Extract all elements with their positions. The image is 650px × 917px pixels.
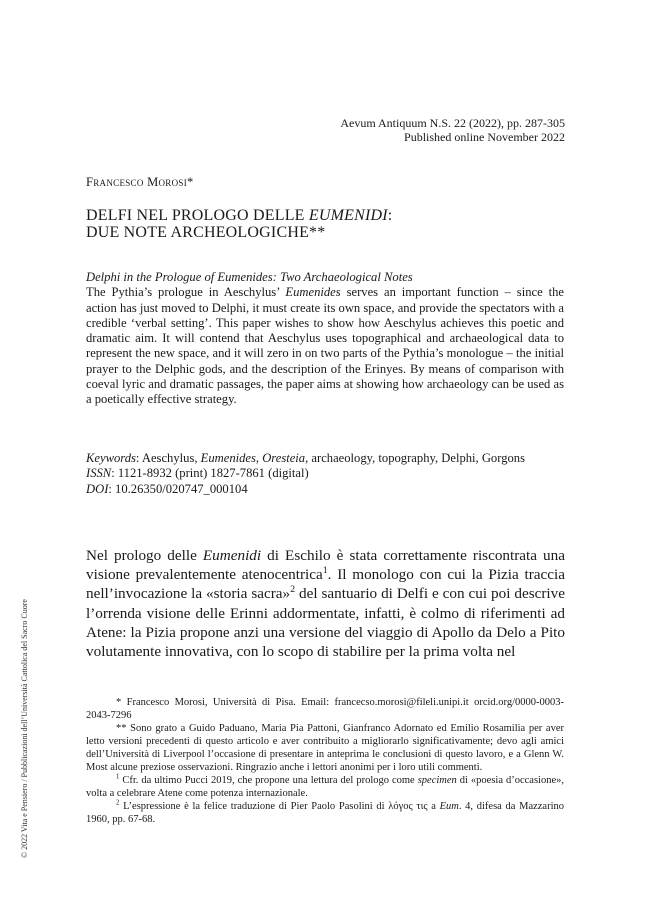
title-line-1	[86, 207, 566, 224]
abstract-text-a: The Pythia’s prologue in Aeschylus’	[86, 285, 286, 300]
keywords-label: Keywords	[86, 451, 136, 465]
title-italic: EUMENIDI	[308, 207, 388, 224]
publication-date: Published online November 2022	[404, 130, 565, 144]
footnote-ref-2: 2	[290, 584, 296, 596]
footnote-1	[86, 774, 564, 800]
body-text-2: di Eschilo è stata correttamente riscontrata una visione prevalentemente atenocentrica	[86, 547, 565, 584]
footnote-2-text-b: . 4, difesa da Mazzarino 1960, pp. 67-68.	[86, 801, 565, 825]
metadata-block	[86, 451, 564, 497]
body-italic: Eumenidi	[202, 547, 262, 564]
doi-label: DOI	[86, 481, 109, 496]
footnotes	[86, 696, 564, 826]
keywords-line	[86, 451, 564, 466]
footnote-1-text-a: Cfr. da ultimo Pucci 2019, che propone una lettura del prologo come	[119, 775, 418, 786]
keywords-rest: , archaeology, topography, Delphi, Gorgons	[305, 451, 525, 465]
article-title	[86, 207, 566, 241]
doi-value: : 10.26350/020747_000104	[108, 481, 248, 496]
title-text: DELFI NEL PROLOGO DELLE	[86, 207, 309, 224]
footnote-2	[86, 800, 564, 826]
keyword-oresteia: Oresteia	[262, 451, 306, 465]
doi-line	[86, 482, 564, 497]
footnote-2-italic: Eum	[439, 801, 459, 812]
footnote-author: * Francesco Morosi, Università di Pisa. Email: francecso.morosi@fileli.unipi.it orcid.org/0000-0003-2043-7296	[86, 697, 564, 721]
issn-label: ISSN	[86, 466, 112, 481]
footnote-2-text-a: L’espressione è la felice traduzione di Pier Paolo Pasolini di λόγος τις a	[119, 801, 440, 812]
abstract-text	[86, 285, 564, 406]
footnote-2-number: 2	[116, 799, 120, 807]
keywords-sep-1: : Aeschylus,	[135, 451, 201, 465]
body-paragraph	[86, 546, 565, 661]
journal-citation: Aevum Antiquum N.S. 22 (2022), pp. 287-305	[340, 116, 565, 130]
footnote-thanks: ** Sono grato a Guido Paduano, Maria Pia Pattoni, Gianfranco Adornato ed Emilio Rosamilia per aver letto versioni precedenti di questo articolo e aver contribuito a migliorarlo significativamente; devo agli amici dell’Università di Liverpool l’occasione di presentare in anteprima le conclusioni di questo lavoro, e a Glenn W. Most alcune preziose osservazioni. Ringrazio anche i lettori anonimi per i loro utili commenti.	[86, 723, 564, 773]
abstract-italic: Eumenides	[285, 285, 341, 300]
keyword-eumenides: Eumenides	[200, 451, 256, 465]
footnote-ref-1: 1	[322, 565, 328, 577]
issn-value: : 1121-8932 (print) 1827-7861 (digital)	[111, 466, 309, 481]
footnote-1-text-b: di «poesia d’occasione», volta a celebrare Atene come potenza internazionale.	[86, 775, 564, 799]
journal-header	[340, 116, 565, 144]
footnote-1-number: 1	[116, 773, 120, 781]
keywords-sep-2: ,	[255, 451, 263, 465]
abstract-text-b: serves an important function – since the action has just moved to Delphi, it must create its own space, and provide the spectators with a credible ‘verbal setting’. This paper wishes to show how Aeschylus achieves this poetic and dramatic aim. It will contend that Aeschylus uses topographical and archaeological data to represent the new space, and it will zero in on two parts of the Pythia’s monologue – the initial prayer to the Delphic gods, and the description of the Erinyes. By means of comparison with coeval lyric and dramatic passages, the paper aims at showing how archaeology can be used as a poetically effective strategy.	[86, 285, 564, 407]
english-title: Delphi in the Prologue of Eumenides: Two Archaeological Notes	[86, 270, 413, 284]
copyright-sidebar: © 2022 Vita e Pensiero / Pubblicazioni dell’Università Cattolica del Sacro Cuore	[20, 599, 29, 858]
body-text-3: . Il monologo con cui la Pizia traccia nell’invocazione la «storia sacra»	[86, 566, 565, 603]
abstract	[86, 270, 564, 408]
title-line-2: DUE NOTE ARCHEOLOGICHE**	[86, 224, 326, 241]
issn-line	[86, 466, 564, 481]
author-name: Francesco Morosi*	[86, 175, 194, 189]
footnote-1-italic: specimen	[417, 775, 457, 786]
body-text-4: del santuario di Delfi e con cui poi descrive l’orrenda visione delle Erinni addormentate, infatti, è colmo di riferimenti ad Atene: la Pizia propone anzi una versione del viaggio di Apollo da Delo a Pito volutamente innovativa, con lo scopo di stabilire per la prima volta nel	[86, 585, 565, 661]
body-text-1: Nel prologo delle	[86, 547, 203, 564]
title-colon: :	[387, 207, 393, 224]
